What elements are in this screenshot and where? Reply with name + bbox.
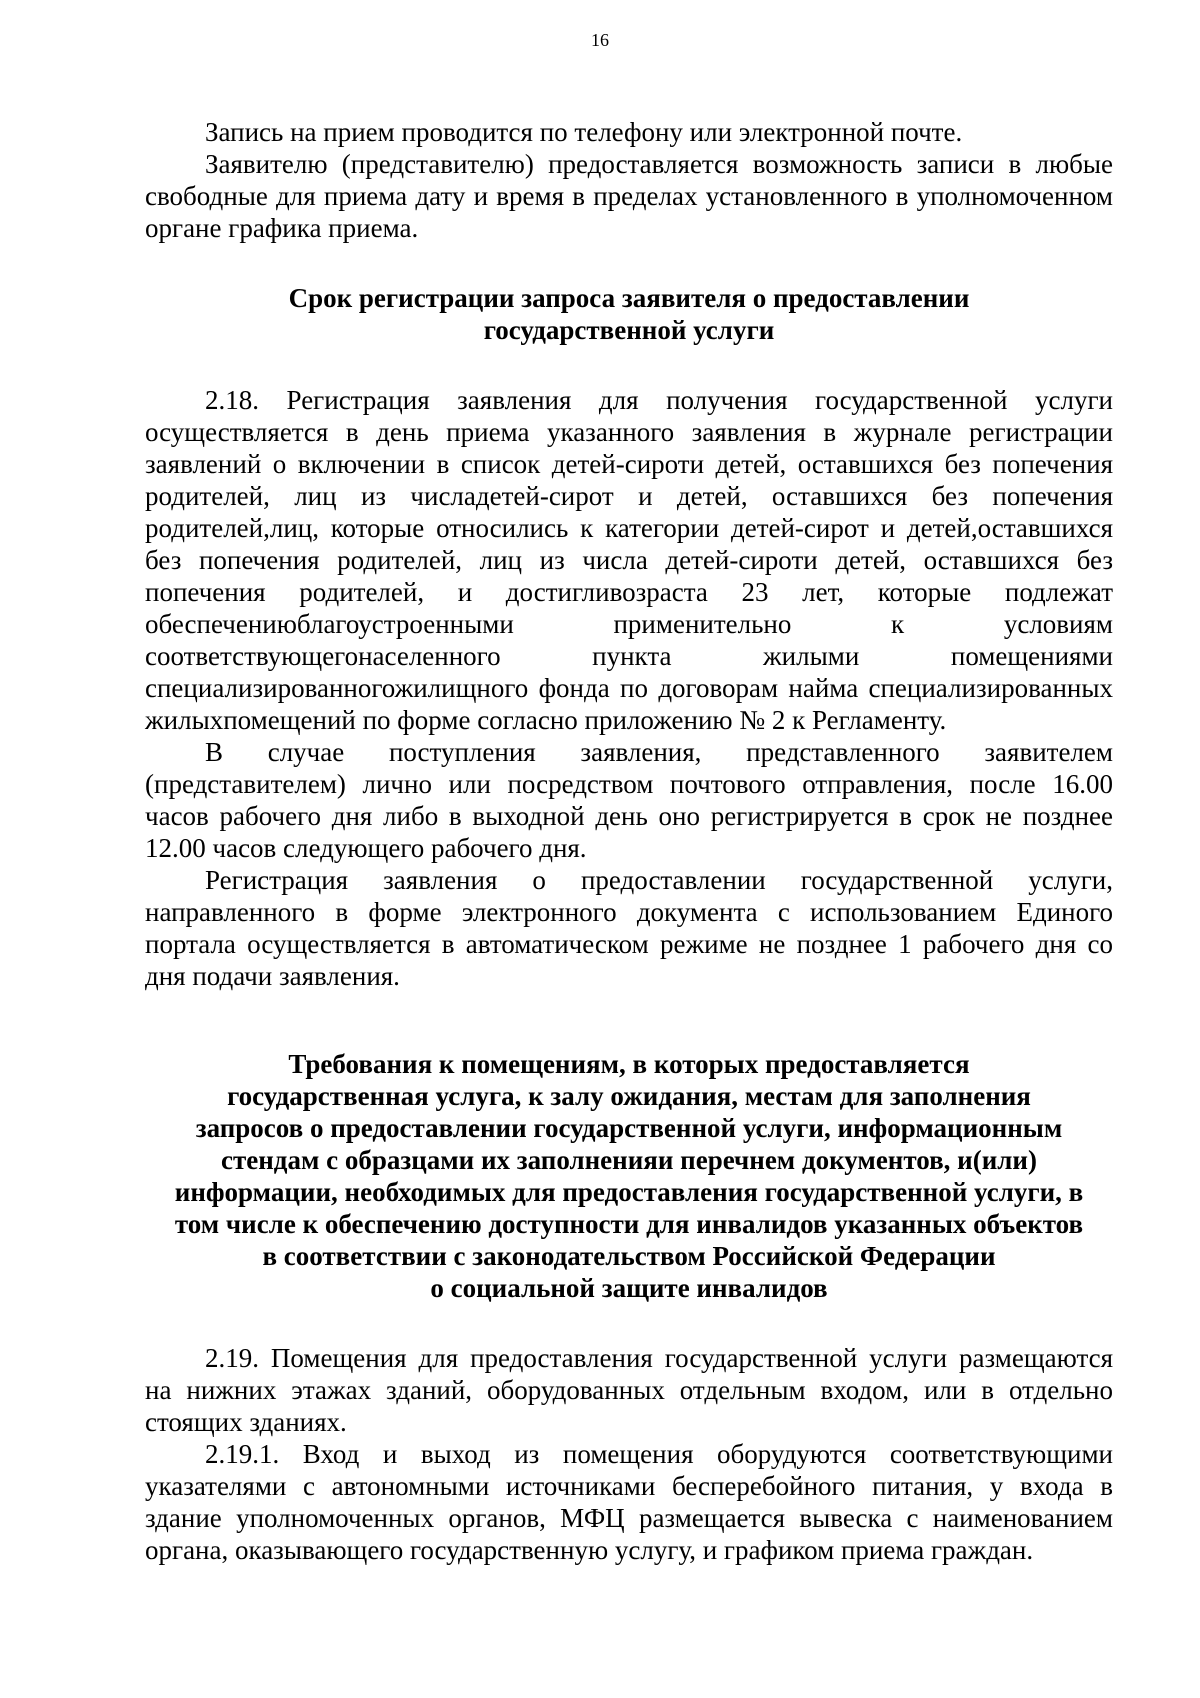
page-number: 16 [591,30,609,50]
paragraph-2-19: 2.19. Помещения для предоставления государственной услуги размещаются на нижних этажах зданий, оборудованных отдельным входом, или в отдельно стоящих зданиях. [145,1343,1113,1437]
heading-line: о социальной защите инвалидов [430,1273,828,1303]
heading-line: Требования к помещениям, в которых предоставляется [288,1049,970,1079]
heading-line: том числе к обеспечению доступности для инвалидов указанных объектов [174,1209,1084,1239]
heading-line: стендам с образцами их заполненияи перечнем документов, и(или) [221,1145,1037,1175]
paragraph-appointment-options: Заявителю (представителю) предоставляется возможность записи в любые свободные для приема дату и время в пределах установленного в уполномоченном органе графика приема. [145,149,1113,243]
document-body [145,116,1113,1566]
paragraph-late-submission: В случае поступления заявления, представленного заявителем (представителем) лично или посредством почтового отправления, после 16.00 часов рабочего дня либо в выходной день оно регистрируется в срок не позднее 12.00 часов следующего рабочего дня. [145,737,1113,863]
heading-line: информации, необходимых для предоставления государственной услуги, в [174,1177,1084,1207]
heading-premises-requirements [145,1048,1113,1304]
heading-line: государственная услуга, к залу ожидания, местам для заполнения [227,1081,1031,1111]
paragraph-2-18: 2.18. Регистрация заявления для получения государственной услуги осуществляется в день приема указанного заявления в журнале регистрации заявлений о включении в список детей-сироти детей, оставшихся без попечения родителей, лиц из числадетей-сирот и детей, оставшихся без попечения родителей,лиц, которые относились к категории детей-сирот и детей,оставшихся без попечения родителей, лиц из числа детей-сироти детей, оставшихся без попечения родителей, и достигливозраста 23 лет, которые подлежат обеспечениюблагоустроенными применительно к условиям соответствующегонаселенного пункта жилыми помещениями специализированногожилищного фонда по договорам найма специализированных жилыхпомещений по форме согласно приложению № 2 к Регламенту. [145,385,1113,735]
heading-line: государственной услуги [483,315,775,345]
heading-line: Срок регистрации запроса заявителя о предоставлении [288,283,970,313]
paragraph-electronic-registration: Регистрация заявления о предоставлении государственной услуги, направленного в форме электронного документа с использованием Единого портала осуществляется в автоматическом режиме не позднее 1 рабочего дня со дня подачи заявления. [145,865,1113,991]
heading-line: запросов о предоставлении государственной услуги, информационным [195,1113,1063,1143]
heading-registration-term [145,282,1113,346]
paragraph-2-19-1: 2.19.1. Вход и выход из помещения оборудуются соответствующими указателями с автономными источниками бесперебойного питания, у входа в здание уполномоченных органов, МФЦ размещается вывеска с наименованием органа, оказывающего государственную услугу, и графиком приема граждан. [145,1439,1113,1565]
heading-line: в соответствии с законодательством Российской Федерации [262,1241,996,1271]
paragraph-appointment: Запись на прием проводится по телефону или электронной почте. [205,117,963,147]
